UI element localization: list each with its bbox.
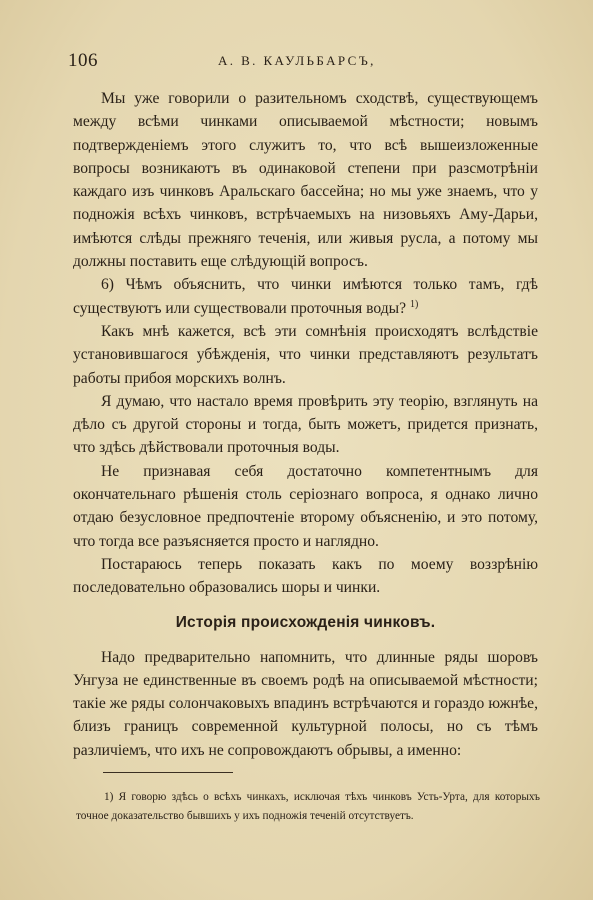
- paragraph-4: Я думаю, что настало время провѣрить эту теорію, взглянуть на дѣло съ другой стороны и тогда, быть можетъ, придется признать, что здѣсь дѣйствовали проточныя воды.: [73, 392, 538, 457]
- footnote: 1) Я говорю здѣсь о всѣхъ чинкахъ, исключая тѣхъ чинковъ Усть-Урта, для которыхъ точное доказательство бывшихъ у ихъ подножія теченій отсутствуетъ.: [76, 791, 540, 822]
- footnote-divider: [103, 772, 233, 773]
- section-heading: Исторія происхожденія чинковъ.: [175, 613, 436, 631]
- section-paragraph: Надо предварительно напомнить, что длинные ряды шоровъ Унгуза не единственные въ своемъ родѣ на описываемой мѣстности; такіе же ряды солончаковыхъ впадинъ встрѣчаются и гораздо южнѣе, близъ границъ современной культурной полосы, но съ тѣмъ различіемъ, что ихъ не сопровождаютъ обрывы, а именно:: [73, 648, 538, 759]
- paragraph-2-text: 6) Чѣмъ объяснить, что чинки имѣются только тамъ, гдѣ существуютъ или существовали проточныя воды?: [73, 276, 538, 317]
- running-head: А. В. КАУЛЬБАРСЪ,: [218, 53, 376, 68]
- paragraph-5: Не признавая себя достаточно компетентнымъ для окончательнаго рѣшенія столь серіознаго вопроса, я однако лично отдаю безусловное предпочтеніе второму объясненію, и это потому, что тогда все разъясняется просто и наглядно.: [73, 462, 538, 550]
- paragraph-6: Постараюсь теперь показать какъ по моему воззрѣнію последовательно образовались шоры и чинки.: [73, 555, 538, 597]
- page-body: [73, 87, 538, 762]
- paragraph-2: [73, 273, 538, 320]
- page-number: 106: [68, 50, 98, 71]
- page-header: [68, 50, 543, 72]
- paragraph-1: Мы уже говорили о разительномъ сходствѣ, существующемъ между всѣми чинками описываемой мѣстности; новымъ подтвержденіемъ этого служитъ то, что всѣ вышеизложенные вопросы возникаютъ въ одинаковой степени при разсмотрѣніи каждаго изъ чинковъ Аральскаго бассейна; но мы уже знаемъ, что у подножія всѣхъ чинковъ, встрѣчаемыхъ на низовьяхъ Аму-Дарьи, имѣются слѣды прежняго теченія, или живыя русла, а потому мы должны поставить еще слѣдующій вопросъ.: [73, 90, 538, 271]
- footnote-marker[interactable]: 1): [409, 298, 419, 310]
- paragraph-3: Какъ мнѣ кажется, всѣ эти сомнѣнія происходятъ вслѣдствіе установившагося убѣжденія, что чинки представляютъ результатъ работы прибоя морскихъ волнъ.: [73, 322, 538, 387]
